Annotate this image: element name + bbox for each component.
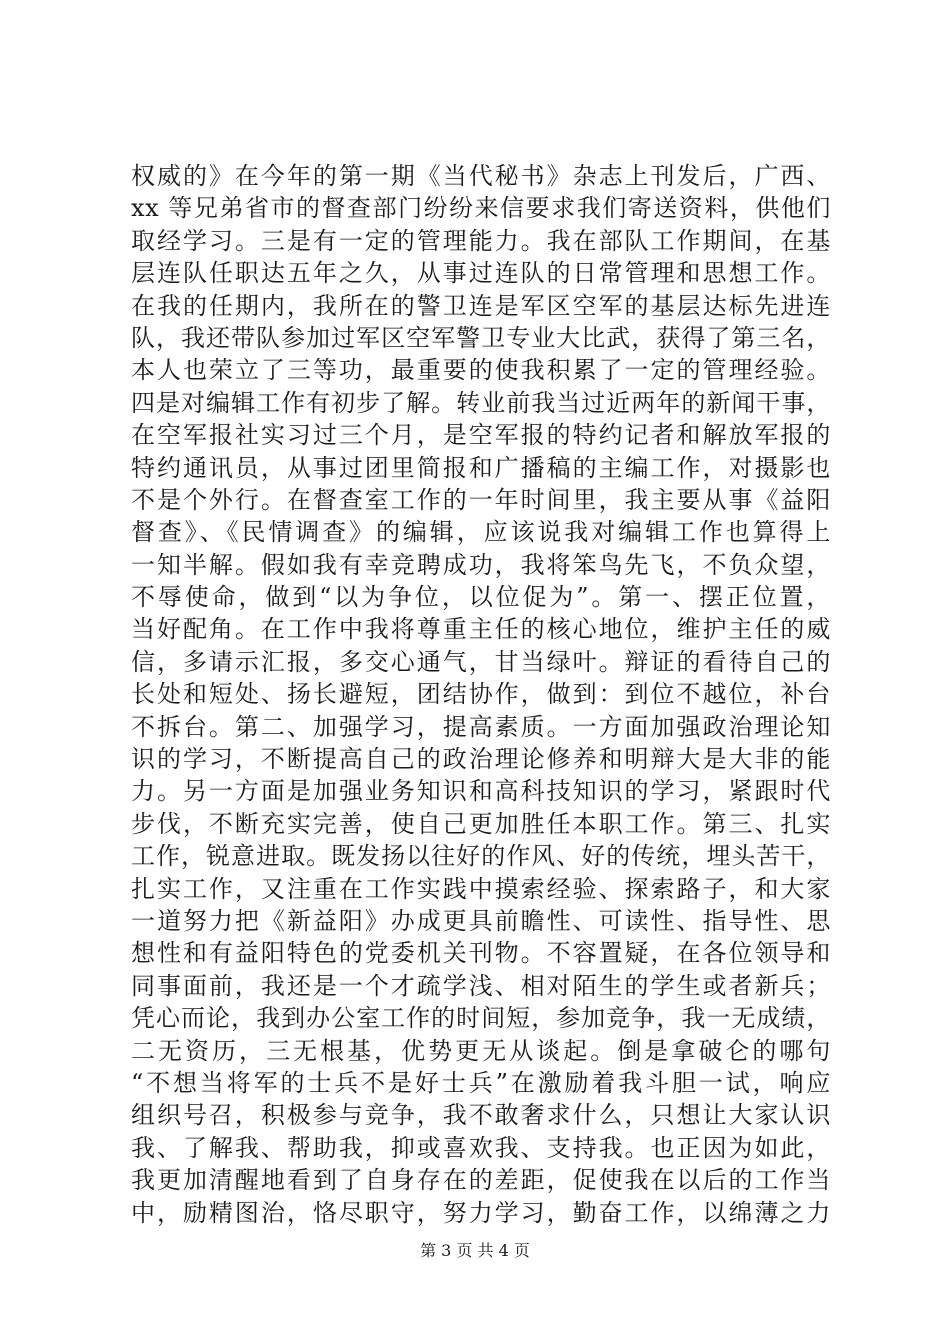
text-line: 想性和有益阳特色的党委机关刊物。不容置疑，在各位领导和 (131, 939, 831, 968)
text-line: 识的学习，不断提高自己的政治理论修养和明辩大是大非的能 (131, 745, 831, 774)
text-line: 在我的任期内，我所在的警卫连是军区空军的基层达标先进连 (131, 291, 831, 320)
text-line: 我更加清醒地看到了自身存在的差距，促使我在以后的工作当 (131, 1166, 831, 1195)
text-line: 不拆台。第二、加强学习，提高素质。一方面加强政治理论知 (131, 712, 831, 741)
text-line: 四是对编辑工作有初步了解。转业前我当过近两年的新闻干事， (131, 388, 831, 417)
text-line: 当好配角。在工作中我将尊重主任的核心地位，维护主任的威 (131, 615, 831, 644)
body-text (131, 160, 831, 1229)
text-line: 取经学习。三是有一定的管理能力。我在部队工作期间，在基 (131, 226, 831, 255)
text-line: 力。另一方面是加强业务知识和高科技知识的学习，紧跟时代 (131, 777, 831, 806)
text-line: 二无资历，三无根基，优势更无从谈起。倒是拿破仑的哪句 (131, 1036, 831, 1065)
text-line: “不想当将军的士兵不是好士兵”在激励着我斗胆一试，响应 (131, 1068, 831, 1097)
text-line: 督查》、《民情调查》的编辑，应该说我对编辑工作也算得上 (131, 518, 831, 547)
text-line: 一道努力把《新益阳》办成更具前瞻性、可读性、指导性、思 (131, 906, 831, 935)
text-line: 长处和短处、扬长避短，团结协作，做到：到位不越位，补台 (131, 680, 831, 709)
text-line: 权威的》在今年的第一期《当代秘书》杂志上刊发后，广西、 (131, 162, 831, 190)
text-line: 特约通讯员，从事过团里简报和广播稿的主编工作，对摄影也 (131, 453, 831, 482)
text-line: 同事面前，我还是一个才疏学浅、相对陌生的学生或者新兵； (131, 971, 831, 1000)
page-footer: 第 3 页 共 4 页 (420, 1241, 530, 1260)
text-line: 工作，锐意进取。既发扬以往好的作风、好的传统，埋头苦干， (131, 842, 831, 871)
text-line: 凭心而论，我到办公室工作的时间短，参加竞争，我一无成绩， (131, 1004, 831, 1033)
text-line: 不是个外行。在督查室工作的一年时间里，我主要从事《益阳 (131, 485, 831, 514)
text-line: 队，我还带队参加过军区空军警卫专业大比武，获得了第三名， (131, 323, 831, 352)
text-line: 组织号召，积极参与竞争，我不敢奢求什么，只想让大家认识 (131, 1101, 831, 1130)
text-line: 扎实工作，又注重在工作实践中摸索经验、探索路子，和大家 (131, 874, 831, 903)
text-line: 一知半解。假如我有幸竞聘成功，我将笨鸟先飞，不负众望， (131, 550, 831, 579)
text-line: 信，多请示汇报，多交心通气，甘当绿叶。辩证的看待自己的 (131, 647, 831, 676)
text-line: 我、了解我、帮助我，抑或喜欢我、支持我。也正因为如此， (131, 1133, 831, 1162)
text-line: 在空军报社实习过三个月，是空军报的特约记者和解放军报的 (131, 421, 831, 450)
text-line: 不辱使命，做到“以为争位，以位促为”。第一、摆正位置， (131, 583, 831, 612)
text-line: 本人也荣立了三等功，最重要的使我积累了一定的管理经验。 (131, 356, 831, 385)
text-line: 中，励精图治，恪尽职守，努力学习，勤奋工作，以绵薄之力 (131, 1198, 831, 1227)
text-line: 层连队任职达五年之久，从事过连队的日常管理和思想工作。 (131, 259, 831, 288)
text-line: xx 等兄弟省市的督查部门纷纷来信要求我们寄送资料，供他们 (131, 194, 831, 223)
text-line: 步伐，不断充实完善，使自己更加胜任本职工作。第三、扎实 (131, 809, 831, 838)
